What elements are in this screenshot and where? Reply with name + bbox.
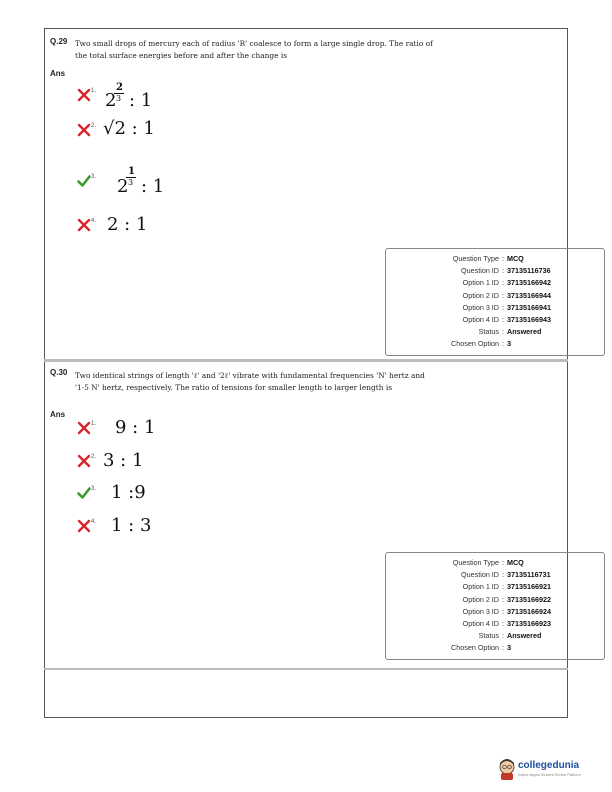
info-row-chosen-option: Chosen Option : 3 bbox=[394, 642, 596, 654]
info-key: Option 2 ID bbox=[462, 290, 499, 300]
info-row-option4-id: Option 4 ID : 37135166943 bbox=[394, 314, 596, 326]
question-text: Two small drops of mercury each of radius 'R' coalesce to form a large single drop. The ratio of the total surface energies before and after the change is bbox=[75, 39, 433, 60]
cross-icon bbox=[77, 421, 91, 435]
info-value: 37135166921 bbox=[507, 582, 551, 592]
info-row-question-id: Question ID : 37135116736 bbox=[394, 265, 596, 277]
option-math bbox=[111, 482, 146, 503]
info-value: 37135116731 bbox=[507, 570, 551, 580]
base: 2 bbox=[117, 176, 129, 197]
info-row-option4-id: Option 4 ID : 37135166923 bbox=[394, 618, 596, 630]
info-value: 37135166941 bbox=[507, 302, 551, 312]
option-number: 4. bbox=[91, 218, 97, 224]
option-number: 2. bbox=[91, 123, 97, 129]
cross-icon bbox=[77, 519, 91, 533]
option-math bbox=[107, 214, 147, 235]
question-30 bbox=[45, 362, 567, 702]
mascot-icon bbox=[498, 758, 516, 780]
info-value: 37135116736 bbox=[507, 266, 551, 276]
info-key: Option 3 ID bbox=[462, 606, 499, 616]
option-math bbox=[111, 515, 151, 536]
ratio-text: 1 :9 bbox=[111, 482, 146, 503]
info-key: Option 3 ID bbox=[462, 302, 499, 312]
info-row-option1-id: Option 1 ID : 37135166921 bbox=[394, 581, 596, 593]
info-row-option3-id: Option 3 ID : 37135166941 bbox=[394, 302, 596, 314]
option-number: 3. bbox=[91, 486, 97, 492]
info-key: Status bbox=[478, 631, 499, 641]
info-value: 37135166922 bbox=[507, 594, 551, 604]
ratio-text: 9 : 1 bbox=[115, 417, 156, 438]
option-number: 4. bbox=[91, 519, 97, 525]
info-key: Option 1 ID bbox=[462, 278, 499, 288]
cross-icon bbox=[77, 123, 91, 137]
info-key: Question ID bbox=[461, 266, 499, 276]
info-row-option2-id: Option 2 ID : 37135166922 bbox=[394, 594, 596, 606]
ratio-text: 3 : 1 bbox=[103, 450, 144, 471]
exponent-numerator: 1 bbox=[128, 166, 135, 177]
info-row-question-type: Question Type : MCQ bbox=[394, 557, 596, 569]
question-text: Two identical strings of length 'ℓ' and '2ℓ' vibrate with fundamental frequencies 'N' hertz and '1·5 N' hertz, respectively. The ratio of tensions for smaller length to larger length is bbox=[75, 371, 425, 392]
ratio-text: 1 : 3 bbox=[111, 515, 152, 536]
exponent-denominator: 3 bbox=[116, 94, 122, 103]
info-value: 37135166943 bbox=[507, 315, 551, 325]
option-number: 1. bbox=[91, 88, 97, 94]
question-29 bbox=[45, 28, 567, 358]
base: 2 bbox=[105, 90, 117, 111]
cross-icon bbox=[77, 454, 91, 468]
info-row-status: Status : Answered bbox=[394, 326, 596, 338]
question-number: Q.30 bbox=[50, 368, 68, 377]
info-key: Chosen Option bbox=[451, 643, 499, 653]
info-value: 37135166942 bbox=[507, 278, 551, 288]
bottom-divider bbox=[44, 668, 568, 670]
ratio-rest: : 1 bbox=[129, 90, 153, 111]
ans-label: Ans bbox=[50, 410, 66, 419]
info-key: Status bbox=[478, 327, 499, 337]
info-row-status: Status : Answered bbox=[394, 630, 596, 642]
info-row-chosen-option: Chosen Option : 3 bbox=[394, 338, 596, 350]
info-row-option1-id: Option 1 ID : 37135166942 bbox=[394, 277, 596, 289]
info-value: MCQ bbox=[507, 254, 524, 263]
option-number: 3. bbox=[91, 174, 97, 180]
check-icon bbox=[77, 486, 91, 500]
ans-label: Ans bbox=[50, 69, 66, 78]
exponent-denominator: 3 bbox=[128, 178, 134, 187]
info-value: 3 bbox=[507, 643, 511, 653]
info-key: Question Type bbox=[452, 558, 499, 567]
option-math bbox=[117, 166, 177, 196]
info-key: Option 4 ID bbox=[462, 315, 499, 325]
question-info-panel bbox=[385, 552, 605, 660]
cross-icon bbox=[77, 218, 91, 232]
option-math bbox=[105, 82, 165, 112]
info-value: 37135166924 bbox=[507, 606, 551, 616]
logo-tagline: India's largest Student Review Platform bbox=[518, 773, 581, 777]
option-math bbox=[103, 450, 143, 471]
info-row-question-id: Question ID : 37135116731 bbox=[394, 569, 596, 581]
info-value: 3 bbox=[507, 339, 511, 349]
ratio-text: √2 : 1 bbox=[103, 118, 155, 139]
info-value: Answered bbox=[507, 327, 542, 337]
info-row-question-type: Question Type : MCQ bbox=[394, 253, 596, 265]
collegedunia-logo bbox=[498, 756, 602, 786]
option-math bbox=[103, 118, 155, 139]
info-value: MCQ bbox=[507, 558, 524, 567]
logo-name: collegedunia bbox=[518, 760, 580, 771]
ratio-rest: : 1 bbox=[141, 176, 165, 197]
question-info-panel bbox=[385, 248, 605, 356]
ratio-text: 2 : 1 bbox=[107, 214, 148, 235]
cross-icon bbox=[77, 88, 91, 102]
info-key: Chosen Option bbox=[451, 339, 499, 349]
question-number: Q.29 bbox=[50, 37, 68, 46]
info-row-option3-id: Option 3 ID : 37135166924 bbox=[394, 606, 596, 618]
info-value: 37135166923 bbox=[507, 619, 551, 629]
info-key: Question ID bbox=[461, 570, 499, 580]
info-key: Question Type bbox=[452, 254, 499, 263]
info-key: Option 1 ID bbox=[462, 582, 499, 592]
info-key: Option 2 ID bbox=[462, 594, 499, 604]
option-math bbox=[115, 417, 155, 438]
info-row-option2-id: Option 2 ID : 37135166944 bbox=[394, 290, 596, 302]
exponent-numerator: 2 bbox=[116, 82, 123, 93]
info-key: Option 4 ID bbox=[462, 619, 499, 629]
option-number: 2. bbox=[91, 454, 97, 460]
info-value: Answered bbox=[507, 631, 542, 641]
info-value: 37135166944 bbox=[507, 290, 551, 300]
check-icon bbox=[77, 174, 91, 188]
option-number: 1. bbox=[91, 421, 97, 427]
